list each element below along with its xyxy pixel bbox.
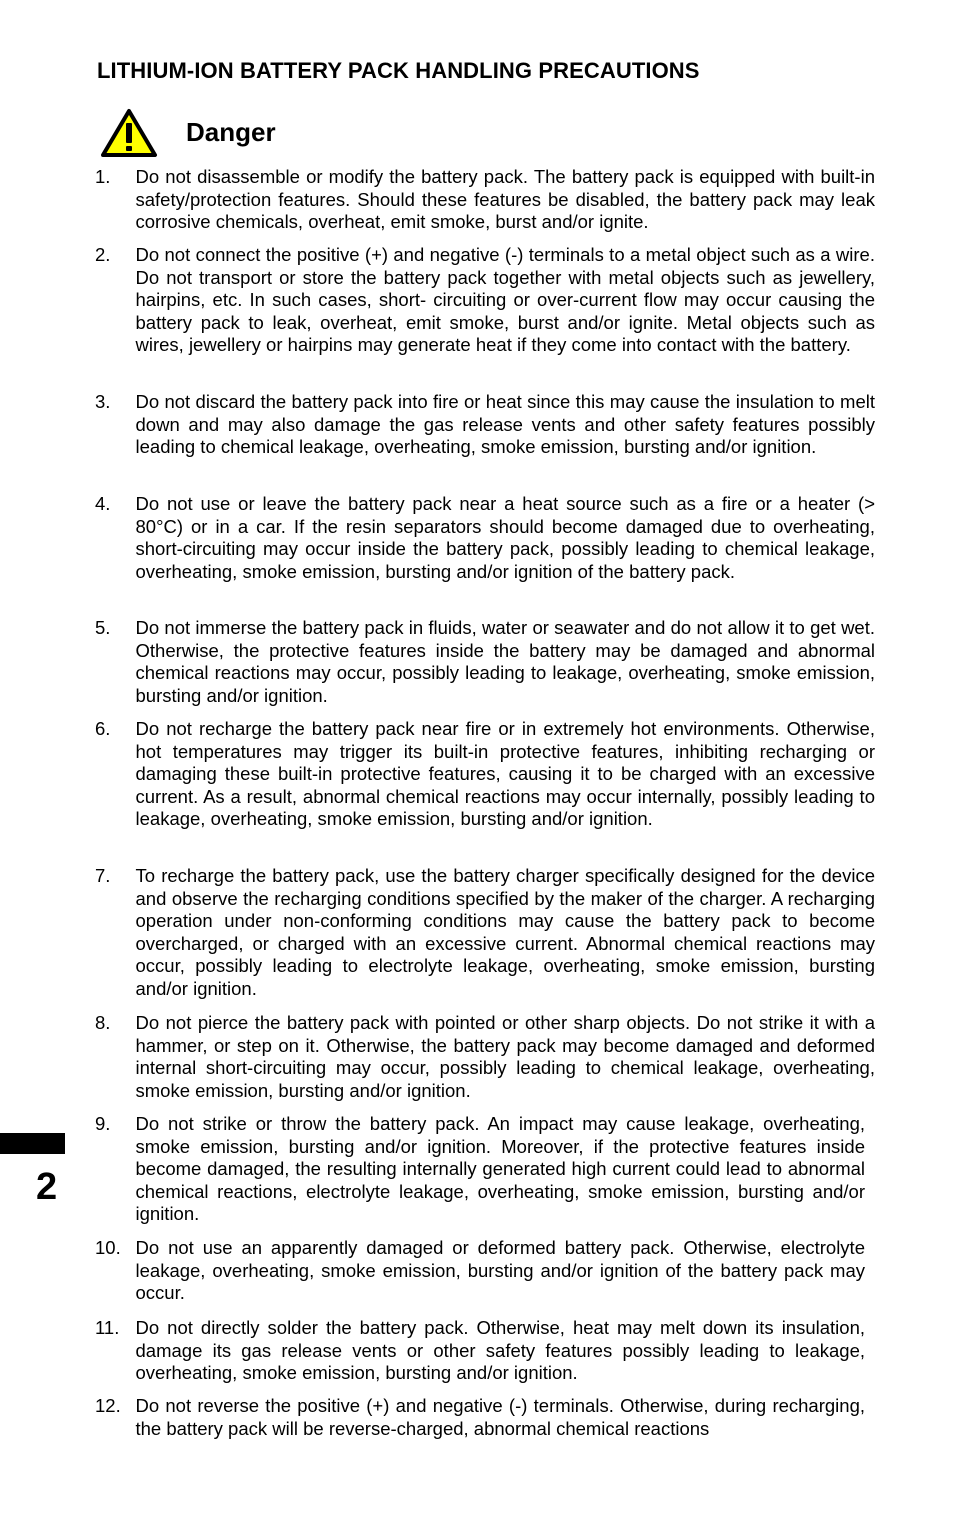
list-item-number: 10. <box>95 1237 121 1258</box>
list-item-text: Do not use an apparently damaged or deformed battery pack. Otherwise, electrolyte leakage, overheating, smoke emission, bursting and/or ignition of the battery pack may occur. <box>135 1237 865 1304</box>
list-item-number: 2. <box>95 244 111 265</box>
list-item-text: Do not strike or throw the battery pack. An impact may cause leakage, overheating, smoke emission, bursting and/or ignition. Moreover, if the protective features inside become damaged, the resulting internally generated high current could lead to abnormal chemical reactions, electrolyte leakage, overheating, smoke emission, bursting and/or ignition. <box>135 1113 865 1225</box>
chapter-tab-marker <box>0 1133 65 1154</box>
list-item-number: 7. <box>95 865 111 886</box>
list-item-text: Do not connect the positive (+) and negative (-) terminals to a metal object such as a wire. Do not transport or store the battery pack together with metal objects such as jewellery, hairpins, etc. In such cases, short- circuiting or over-current flow may occur causing the battery pack to leak, overheat, emit smoke, burst and/or ignite. Metal objects such as wires, jewellery or hairpins may generate heat if they come into contact with the battery. <box>135 244 875 356</box>
list-item-text: Do not directly solder the battery pack. Otherwise, heat may melt down its insulation, damage its gas release vents or other safety features possibly leading to leakage, overheating, smoke emission, bursting and/or ignition. <box>135 1317 865 1384</box>
list-item-number: 5. <box>95 617 111 638</box>
chapter-number: 2 <box>36 1166 58 1208</box>
list-item <box>95 1395 865 1440</box>
danger-label: Danger <box>186 117 276 147</box>
list-item-number: 3. <box>95 391 111 412</box>
list-item <box>95 1113 865 1226</box>
list-item <box>95 1012 875 1102</box>
list-item <box>95 865 875 1001</box>
list-item-number: 1. <box>95 166 111 187</box>
list-item-text: Do not immerse the battery pack in fluids, water or seawater and do not allow it to get wet. Otherwise, the protective features inside the battery may be damaged and abnormal chemical reactions may occur, possibly leading to leakage, overheating, smoke emission, bursting and/or ignition. <box>135 617 875 706</box>
warning-triangle-icon <box>100 108 158 158</box>
list-item-number: 9. <box>95 1113 111 1134</box>
list-item <box>95 493 875 583</box>
list-item-text: Do not recharge the battery pack near fire or in extremely hot environments. Otherwise, hot temperatures may trigger its built-in protective features, inhibiting recharging or damaging these built-in protective features, causing it to be charged with an excessive current. As a result, abnormal chemical reactions may occur internally, possibly leading to leakage, overheating, smoke emission, bursting and/or ignition. <box>135 718 875 830</box>
list-item-text: Do not pierce the battery pack with pointed or other sharp objects. Do not strike it with a hammer, or step on it. Otherwise, the battery pack may become damaged and deformed internal short-circuiting may occur, possibly leading to chemical leakage, overheating, smoke emission, bursting and/or ignition. <box>135 1012 875 1101</box>
list-item-number: 8. <box>95 1012 111 1033</box>
list-item-number: 4. <box>95 493 111 514</box>
list-item <box>95 1237 865 1305</box>
list-item-text: Do not disassemble or modify the battery pack. The battery pack is equipped with built-in safety/protection features. Should these features be disabled, the battery pack may leak corrosive chemicals, overheat, emit smoke, burst and/or ignite. <box>135 166 875 233</box>
list-item-text: Do not discard the battery pack into fire or heat since this may cause the insulation to melt down and may also damage the gas release vents and other safety features possibly leading to chemical leakage, overheating, smoke emission, bursting and/or ignition. <box>135 391 875 458</box>
section-title: LITHIUM-ION BATTERY PACK HANDLING PRECAUTIONS <box>97 58 700 83</box>
list-item <box>95 718 875 831</box>
list-item-text: Do not use or leave the battery pack near a heat source such as a fire or a heater (> 80°C) or in a car. If the resin separators should become damaged due to overheating, short-circuiting may occur inside the battery pack, possibly leading to chemical leakage, overheating, smoke emission, bursting and/or ignition of the battery pack. <box>135 493 875 582</box>
list-item-number: 6. <box>95 718 111 739</box>
list-item <box>95 166 875 234</box>
list-item-number: 11. <box>95 1317 120 1338</box>
list-item <box>95 391 875 459</box>
list-item <box>95 617 875 707</box>
list-item <box>95 1317 865 1385</box>
list-item-number: 12. <box>95 1395 121 1416</box>
list-item-text: Do not reverse the positive (+) and negative (-) terminals. Otherwise, during recharging, the battery pack will be reverse-charged, abnormal chemical reactions <box>135 1395 865 1439</box>
list-item-text: To recharge the battery pack, use the battery charger specifically designed for the device and observe the recharging conditions specified by the maker of the charger. A recharging operation under non-conforming conditions may cause the battery pack to become overcharged, or charged with an excessive current. Abnormal chemical reactions may occur, possibly leading to electrolyte leakage, overheating, smoke emission, bursting and/or ignition. <box>135 865 875 999</box>
list-item <box>95 244 875 357</box>
